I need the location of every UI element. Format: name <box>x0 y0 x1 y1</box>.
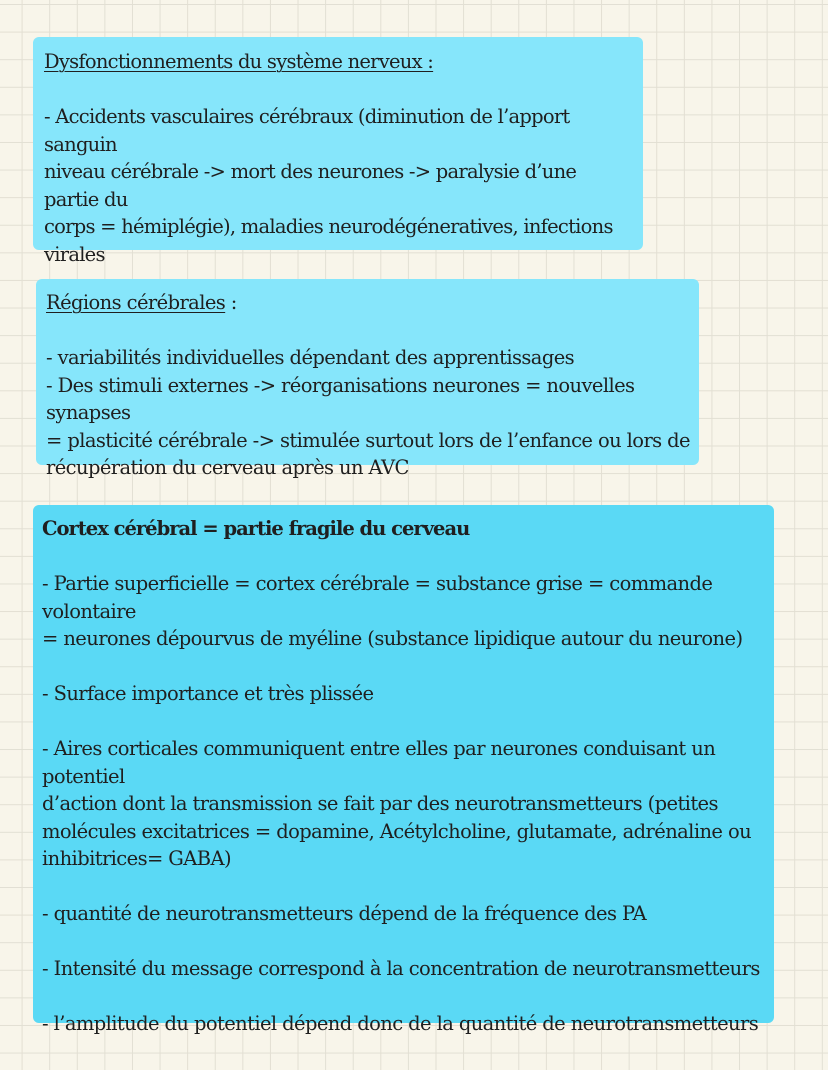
card-cortex-cerebral <box>33 505 774 1035</box>
text-line: niveau cérébrale -> mort des neurones -> paralysie d’une partie du <box>44 160 577 211</box>
text-line: virales <box>44 242 105 266</box>
card-regions-cerebrales <box>36 279 699 479</box>
text-line: - Des stimuli externes -> réorganisations neurones = nouvelles synapses <box>46 373 635 424</box>
text-line: - l’amplitude du potentiel dépend donc de la quantité de neurotransmetteurs <box>42 1012 759 1035</box>
text-line: - quantité de neurotransmetteurs dépend de la fréquence des PA <box>42 902 647 925</box>
text-line: - Partie superficielle = cortex cérébrale = substance grise = commande volontaire <box>42 572 713 623</box>
text-line: inhibitrices= GABA) <box>42 847 231 870</box>
card-dysfonctionnements <box>33 37 643 266</box>
text-line: - Accidents vasculaires cérébraux (diminution de l’apport sanguin <box>44 105 570 156</box>
card-heading: Régions cérébrales <box>46 291 226 314</box>
card-heading-row <box>46 289 691 317</box>
text-line: - variabilités individuelles dépendant des apprentissages <box>46 346 575 369</box>
text-line: - Aires corticales communiquent entre elles par neurones conduisant un potentiel <box>42 737 716 788</box>
card-heading-suffix: : <box>225 291 237 314</box>
text-line: = plasticité cérébrale -> stimulée surtout lors de l’enfance ou lors de <box>46 428 690 452</box>
text-line: molécules excitatrices = dopamine, Acétylcholine, glutamate, adrénaline ou <box>42 819 752 843</box>
text-line: = neurones dépourvus de myéline (substance lipidique autour du neurone) <box>42 627 743 650</box>
text-line: d’action dont la transmission se fait par des neurotransmetteurs (petites <box>42 792 718 815</box>
text-line: - Intensité du message correspond à la concentration de neurotransmetteurs <box>42 957 760 980</box>
card-heading: Cortex cérébral = partie fragile du cerveau <box>42 517 470 540</box>
text-line: récupération du cerveau après un AVC <box>46 456 409 479</box>
text-line: - Surface importance et très plissée <box>42 682 374 705</box>
text-line: corps = hémiplégie), maladies neurodégéneratives, infections <box>44 215 613 238</box>
card-heading: Dysfonctionnements du système nerveux : <box>44 50 434 73</box>
